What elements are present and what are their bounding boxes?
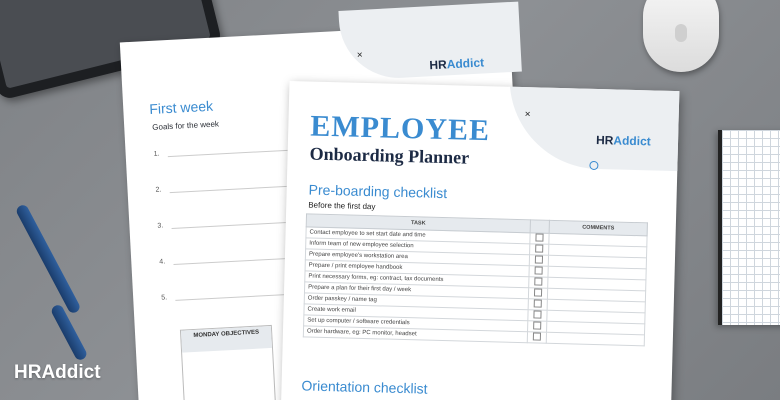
comment-cell bbox=[546, 332, 644, 346]
monday-header: MONDAY OBJECTIVES bbox=[181, 326, 272, 353]
task-label: Order hardware, eg: PC monitor, headset bbox=[303, 326, 527, 343]
preboarding-subtitle: Before the first day bbox=[308, 200, 376, 212]
task-label: Create work email bbox=[304, 304, 528, 321]
checkbox-icon bbox=[533, 310, 541, 318]
column-check bbox=[530, 220, 549, 233]
task-checkbox-cell bbox=[528, 321, 547, 332]
orientation-title: Orientation checklist bbox=[301, 377, 428, 397]
task-label: Order passkey / name tag bbox=[304, 293, 528, 310]
pen-cap bbox=[50, 303, 89, 362]
checkbox-icon bbox=[535, 266, 543, 274]
task-checkbox-cell bbox=[528, 310, 547, 321]
checkbox-icon bbox=[534, 288, 542, 296]
column-comments: COMMENTS bbox=[549, 220, 647, 236]
hraddict-logo: HRAddict bbox=[595, 133, 651, 149]
checklist-table bbox=[303, 213, 648, 346]
front-worksheet bbox=[281, 81, 680, 400]
task-checkbox-cell bbox=[529, 255, 548, 266]
checkbox-icon bbox=[535, 255, 543, 263]
task-checkbox-cell bbox=[528, 299, 547, 310]
checkbox-icon bbox=[534, 299, 542, 307]
checkbox-icon bbox=[534, 277, 542, 285]
close-icon: × bbox=[524, 109, 531, 121]
decorative-blob bbox=[507, 81, 679, 172]
checkbox-icon bbox=[533, 321, 541, 329]
computer-mouse bbox=[643, 0, 719, 72]
task-checkbox-cell bbox=[529, 266, 548, 277]
column-task: TASK bbox=[306, 214, 530, 233]
goal-line: 5. bbox=[161, 294, 167, 301]
grid-notebook bbox=[718, 130, 780, 325]
task-checkbox-cell bbox=[529, 277, 548, 288]
task-checkbox-cell bbox=[528, 288, 547, 299]
week-title: First week bbox=[148, 97, 214, 118]
task-checkbox-cell bbox=[530, 244, 549, 255]
close-icon: × bbox=[356, 49, 363, 62]
task-label: Contact employee to set start date and time bbox=[306, 227, 530, 244]
hraddict-corner-logo: HRAddict bbox=[14, 362, 101, 383]
goal-line: 3. bbox=[157, 222, 163, 229]
pen-body bbox=[15, 203, 82, 315]
checkbox-icon bbox=[535, 233, 543, 241]
task-label: Prepare / print employee handbook bbox=[305, 260, 529, 277]
preboarding-title: Pre-boarding checklist bbox=[308, 181, 448, 202]
week-subtitle: Goals for the week bbox=[152, 119, 220, 132]
goal-line: 2. bbox=[155, 187, 161, 194]
task-label: Prepare a plan for their first day / week bbox=[304, 282, 528, 299]
mouse-wheel bbox=[675, 24, 687, 42]
task-checkbox-cell bbox=[527, 332, 546, 343]
checkbox-icon bbox=[535, 244, 543, 252]
task-label: Set up computer / software credentials bbox=[304, 315, 528, 332]
task-label: Prepare employee's workstation area bbox=[305, 249, 529, 266]
task-checkbox-cell bbox=[530, 233, 549, 244]
hraddict-logo: HRAddict bbox=[429, 55, 485, 73]
planner-subtitle: Onboarding Planner bbox=[309, 143, 470, 168]
planner-title: EMPLOYEE bbox=[309, 109, 491, 148]
monday-objectives-box bbox=[180, 325, 278, 400]
goal-line: 4. bbox=[159, 258, 165, 265]
checkbox-icon bbox=[533, 332, 541, 340]
task-label: Print necessary forms, eg: contract, tax documents bbox=[305, 271, 529, 288]
goal-line: 1. bbox=[154, 151, 160, 158]
task-label: Inform team of new employee selection bbox=[306, 238, 530, 255]
